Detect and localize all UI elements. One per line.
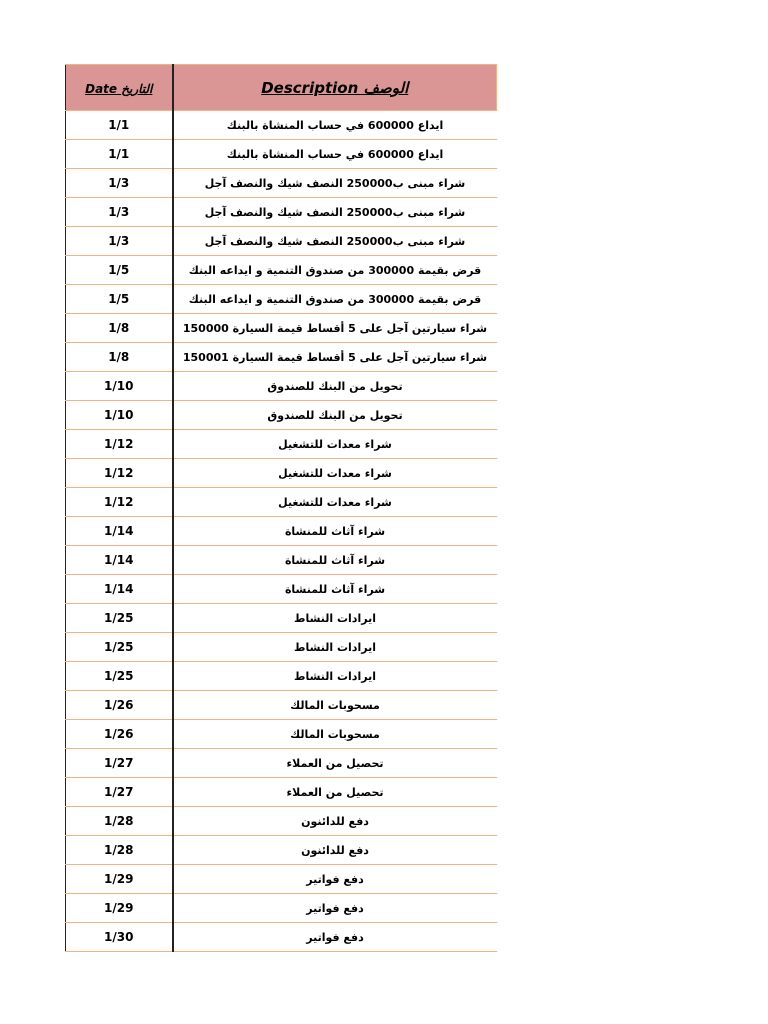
header-row	[66, 65, 497, 111]
description-cell[interactable]: شراء سيارتين آجل على 5 أقساط قيمة السيارة 150001	[173, 343, 497, 372]
description-cell[interactable]: مسحوبات المالك	[173, 720, 497, 749]
description-cell[interactable]: شراء معدات للتشغيل	[173, 430, 497, 459]
description-cell[interactable]: دفع فواتير	[173, 865, 497, 894]
description-cell[interactable]: تحصيل من العملاء	[173, 778, 497, 807]
date-cell[interactable]: 1/3	[66, 198, 173, 227]
date-cell[interactable]: 1/8	[66, 314, 173, 343]
date-cell[interactable]: 1/10	[66, 372, 173, 401]
date-cell[interactable]: 1/25	[66, 662, 173, 691]
table-row	[66, 401, 497, 430]
description-cell[interactable]: تحويل من البنك للصندوق	[173, 401, 497, 430]
description-cell[interactable]: قرض بقيمة 300000 من صندوق التنمية و ايداعه البنك	[173, 256, 497, 285]
table-row	[66, 140, 497, 169]
description-cell[interactable]: قرض بقيمة 300000 من صندوق التنمية و ايداعه البنك	[173, 285, 497, 314]
description-cell[interactable]: شراء مبنى ب250000 النصف شيك والنصف آجل	[173, 198, 497, 227]
description-cell[interactable]: دفع للدائنون	[173, 807, 497, 836]
description-header-label: Description الوصف	[261, 79, 409, 97]
table-row	[66, 111, 497, 140]
table-row	[66, 459, 497, 488]
description-cell[interactable]: شراء مبنى ب250000 النصف شيك والنصف آجل	[173, 227, 497, 256]
table-row	[66, 865, 497, 894]
table-row	[66, 372, 497, 401]
table-row	[66, 720, 497, 749]
date-cell[interactable]: 1/14	[66, 575, 173, 604]
date-cell[interactable]: 1/29	[66, 865, 173, 894]
table-row	[66, 314, 497, 343]
table-row	[66, 285, 497, 314]
date-cell[interactable]: 1/14	[66, 546, 173, 575]
table-row	[66, 546, 497, 575]
table-row	[66, 169, 497, 198]
description-cell[interactable]: ايداع 600000 في حساب المنشاة بالبنك	[173, 111, 497, 140]
date-cell[interactable]: 1/27	[66, 778, 173, 807]
table-row	[66, 575, 497, 604]
table-row	[66, 836, 497, 865]
date-cell[interactable]: 1/30	[66, 923, 173, 952]
date-header-label: Date التاريخ	[85, 82, 153, 96]
description-cell[interactable]: شراء آثاث للمنشاة	[173, 575, 497, 604]
date-cell[interactable]: 1/14	[66, 517, 173, 546]
description-cell[interactable]: دفع للدائنون	[173, 836, 497, 865]
table-row	[66, 778, 497, 807]
description-column-header[interactable]	[173, 65, 497, 111]
description-cell[interactable]: شراء آثاث للمنشاة	[173, 517, 497, 546]
table-row	[66, 923, 497, 952]
description-cell[interactable]: شراء معدات للتشغيل	[173, 459, 497, 488]
description-cell[interactable]: دفع فواتير	[173, 923, 497, 952]
date-cell[interactable]: 1/12	[66, 488, 173, 517]
date-cell[interactable]: 1/29	[66, 894, 173, 923]
date-cell[interactable]: 1/3	[66, 169, 173, 198]
table-row	[66, 749, 497, 778]
date-cell[interactable]: 1/10	[66, 401, 173, 430]
date-cell[interactable]: 1/26	[66, 720, 173, 749]
table-row	[66, 807, 497, 836]
table-row	[66, 488, 497, 517]
table-row	[66, 662, 497, 691]
description-cell[interactable]: شراء سيارتين آجل على 5 أقساط قيمة السيارة 150000	[173, 314, 497, 343]
date-cell[interactable]: 1/26	[66, 691, 173, 720]
description-cell[interactable]: ايرادات النشاط	[173, 604, 497, 633]
description-cell[interactable]: شراء مبنى ب250000 النصف شيك والنصف آجل	[173, 169, 497, 198]
description-cell[interactable]: ايرادات النشاط	[173, 662, 497, 691]
date-cell[interactable]: 1/28	[66, 836, 173, 865]
date-cell[interactable]: 1/25	[66, 604, 173, 633]
table-body	[66, 111, 497, 952]
date-cell[interactable]: 1/28	[66, 807, 173, 836]
table-row	[66, 256, 497, 285]
date-cell[interactable]: 1/5	[66, 256, 173, 285]
date-column-header[interactable]	[66, 65, 173, 111]
description-cell[interactable]: مسحوبات المالك	[173, 691, 497, 720]
table-row	[66, 691, 497, 720]
date-cell[interactable]: 1/12	[66, 430, 173, 459]
description-cell[interactable]: ايداع 600000 في حساب المنشاة بالبنك	[173, 140, 497, 169]
date-cell[interactable]: 1/3	[66, 227, 173, 256]
table-row	[66, 517, 497, 546]
table-row	[66, 894, 497, 923]
description-cell[interactable]: شراء آثاث للمنشاة	[173, 546, 497, 575]
date-cell[interactable]: 1/25	[66, 633, 173, 662]
table-row	[66, 343, 497, 372]
description-cell[interactable]: دفع فواتير	[173, 894, 497, 923]
date-cell[interactable]: 1/1	[66, 111, 173, 140]
description-cell[interactable]: تحويل من البنك للصندوق	[173, 372, 497, 401]
table-row	[66, 430, 497, 459]
table-row	[66, 633, 497, 662]
date-cell[interactable]: 1/27	[66, 749, 173, 778]
transactions-table	[65, 64, 497, 952]
date-cell[interactable]: 1/12	[66, 459, 173, 488]
description-cell[interactable]: تحصيل من العملاء	[173, 749, 497, 778]
description-cell[interactable]: شراء معدات للتشغيل	[173, 488, 497, 517]
transactions-sheet	[65, 64, 496, 952]
description-cell[interactable]: ايرادات النشاط	[173, 633, 497, 662]
table-row	[66, 227, 497, 256]
date-cell[interactable]: 1/8	[66, 343, 173, 372]
date-cell[interactable]: 1/5	[66, 285, 173, 314]
table-row	[66, 198, 497, 227]
date-cell[interactable]: 1/1	[66, 140, 173, 169]
table-row	[66, 604, 497, 633]
